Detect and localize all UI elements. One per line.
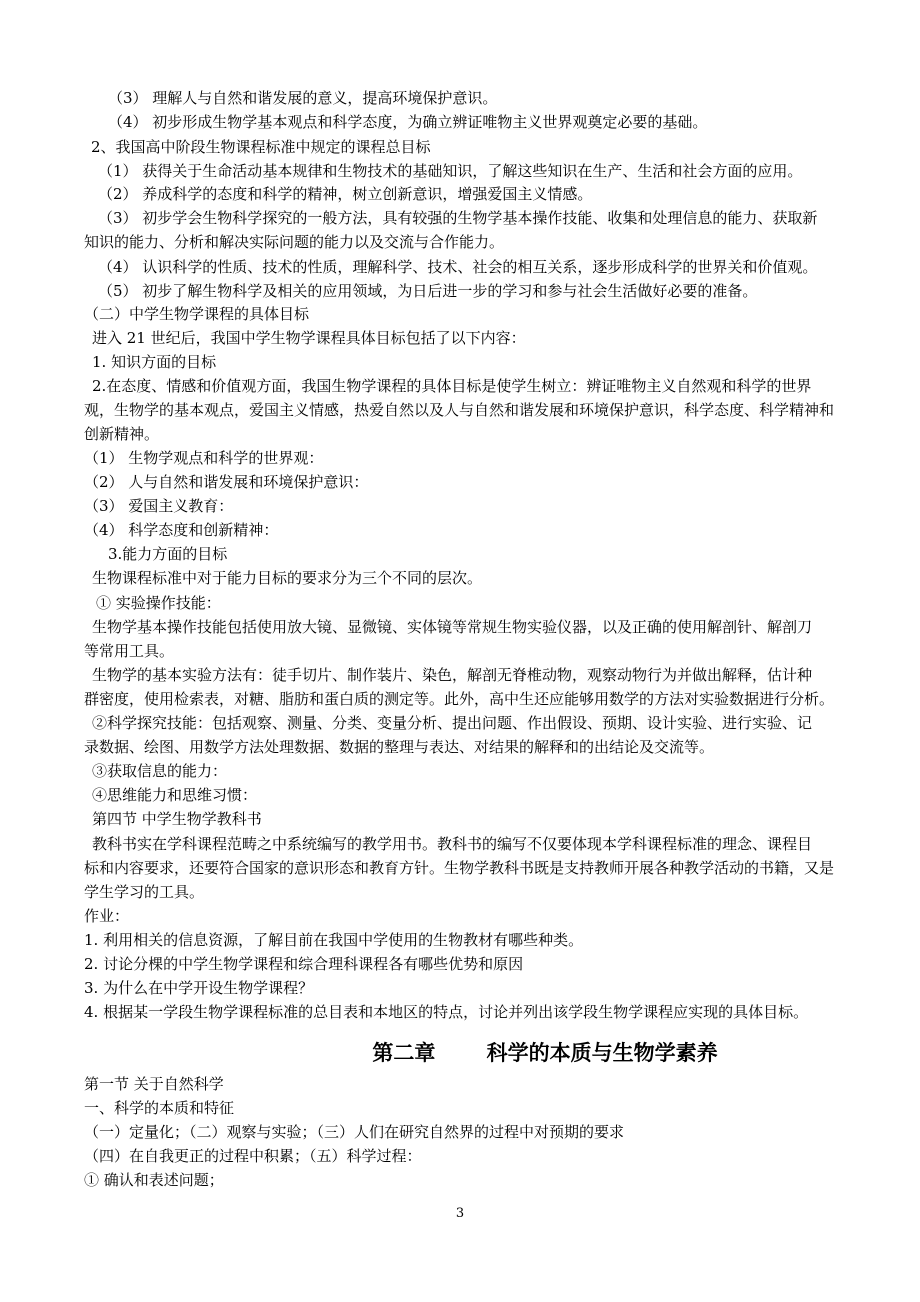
list-item: 4. 根据某一学段生物学课程标准的总目表和本地区的特点，讨论并列出该学段生物学课程应实现的具体目标。 bbox=[84, 1003, 809, 1021]
text-line: ① 确认和表述问题； bbox=[84, 1171, 224, 1189]
text-line: （3） 理解人与自然和谐发展的意义，提高环境保护意识。 bbox=[108, 89, 498, 107]
text-line: 教科书实在学科课程范畴之中系统编写的教学用书。教科书的编写不仅要体现本学科课程标准的理念、课程目 bbox=[92, 835, 813, 853]
text-line: （1） 获得关于生命活动基本规律和生物技术的基础知识，了解这些知识在生产、生活和社会方面的应用。 bbox=[98, 162, 803, 180]
section-heading: （二）中学生物学课程的具体目标 bbox=[84, 305, 310, 323]
text-line: 3.能力方面的目标 bbox=[108, 545, 228, 563]
text-line: 生物课程标准中对于能力目标的要求分为三个不同的层次。 bbox=[92, 569, 483, 587]
text-line: （四）在自我更正的过程中积累；（五）科学过程： bbox=[84, 1147, 422, 1165]
text-line: 创新精神。 bbox=[84, 425, 160, 443]
text-line: 作业： bbox=[84, 907, 130, 925]
text-line: 生物学基本操作技能包括使用放大镜、显微镜、实体镜等常规生物实验仪器，以及正确的使用解剖针、解剖刀 bbox=[92, 618, 813, 636]
text-line: ④思维能力和思维习惯： bbox=[92, 786, 258, 804]
chapter-title: 第二章 科学的本质与生物学素养 bbox=[372, 1041, 718, 1065]
text-line: 学生学习的工具。 bbox=[84, 883, 205, 901]
text-line: 生物学的基本实验方法有：徒手切片、制作装片、染色，解剖无脊椎动物，观察动物行为并做出解释，估计种 bbox=[92, 666, 813, 684]
text-line: 2.在态度、情感和价值观方面，我国生物学课程的具体目标是使学生树立：辨证唯物主义自然观和科学的世界 bbox=[92, 377, 812, 395]
text-line: （5） 初步了解生物科学及相关的应用领域，为日后进一步的学习和参与社会生活做好必要的准备。 bbox=[98, 282, 758, 300]
page-number: 3 bbox=[455, 1206, 465, 1221]
text-line: （4） 初步形成生物学基本观点和科学态度，为确立辨证唯物主义世界观奠定必要的基础。 bbox=[108, 113, 708, 131]
text-line: 群密度，使用检索表，对糖、脂肪和蛋白质的测定等。此外，高中生还应能够用数学的方法对实验数据进行分析。 bbox=[84, 690, 835, 708]
text-line: （4） 科学态度和创新精神： bbox=[84, 521, 279, 539]
text-line: （3） 初步学会生物科学探究的一般方法，具有较强的生物学基本操作技能、收集和处理信息的能力、获取新 bbox=[98, 209, 818, 227]
section-heading: 第一节 关于自然科学 bbox=[84, 1075, 224, 1093]
text-line: （3） 爱国主义教育： bbox=[84, 497, 234, 515]
text-line: 知识的能力、分析和解决实际问题的能力以及交流与合作能力。 bbox=[84, 233, 505, 251]
text-line: 标和内容要求，还要符合国家的意识形态和教育方针。生物学教科书既是支持教师开展各种教学活动的书籍，又是 bbox=[84, 859, 835, 877]
text-line: （2） 养成科学的态度和科学的精神，树立创新意识，增强爱国主义情感。 bbox=[98, 185, 593, 203]
text-line: 录数据、绘图、用数学方法处理数据、数据的整理与表达、对结果的解释和的出结论及交流等。 bbox=[84, 738, 715, 756]
text-line: ②科学探究技能：包括观察、测量、分类、变量分析、提出问题、作出假设、预期、设计实验、进行实验、记 bbox=[92, 714, 813, 732]
text-line: 观，生物学的基本观点，爱国主义情感，热爱自然以及人与自然和谐发展和环境保护意识，科学态度、科学精神和 bbox=[84, 401, 835, 419]
text-line: （一）定量化；（二）观察与实验；（三）人们在研究自然界的过程中对预期的要求 bbox=[84, 1123, 625, 1141]
text-line: 进入 21 世纪后，我国中学生物学课程具体目标包括了以下内容： bbox=[92, 329, 526, 347]
list-item: 2. 讨论分棵的中学生物学课程和综合理科课程各有哪些优势和原因 bbox=[84, 955, 524, 973]
list-item: 1. 利用相关的信息资源，了解目前在我国中学使用的生物教材有哪些种类。 bbox=[84, 931, 584, 949]
text-line: 2、我国高中阶段生物课程标准中规定的课程总目标 bbox=[91, 138, 431, 156]
text-line: （4） 认识科学的性质、技术的性质，理解科学、技术、社会的相互关系，逐步形成科学的世界关和价值观。 bbox=[98, 258, 818, 276]
text-line: （1） 生物学观点和科学的世界观： bbox=[84, 449, 324, 467]
text-line: 1. 知识方面的目标 bbox=[92, 353, 217, 371]
section-heading: 第四节 中学生物学教科书 bbox=[92, 810, 262, 828]
text-line: 等常用工具。 bbox=[84, 642, 175, 660]
text-line: ③获取信息的能力： bbox=[92, 762, 228, 780]
text-line: ① 实验操作技能： bbox=[96, 594, 221, 612]
list-item: 3. 为什么在中学开设生物学课程？ bbox=[84, 979, 314, 997]
text-line: 一、科学的本质和特征 bbox=[84, 1099, 235, 1117]
text-line: （2） 人与自然和谐发展和环境保护意识： bbox=[84, 473, 369, 491]
